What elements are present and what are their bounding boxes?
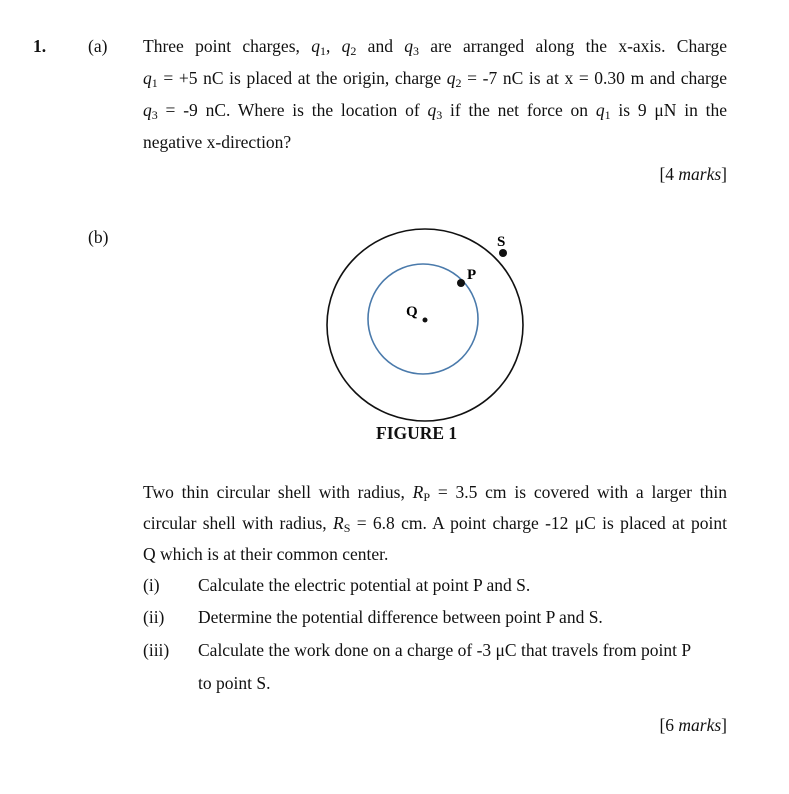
- part-b-line: [143, 513, 727, 534]
- text-segment: = 6.8 cm. A point charge -12 μC is placed at point: [350, 513, 727, 533]
- text-segment: negative x-direction?: [143, 132, 292, 152]
- variable: q: [427, 100, 437, 120]
- subpart-iii-text: Calculate the work done on a charge of -3 μC that travels from point P: [198, 640, 692, 660]
- question-number: 1.: [33, 36, 47, 56]
- subscript: 1: [604, 108, 611, 122]
- part-b-label: (b): [88, 227, 109, 247]
- subscript: 1: [151, 76, 158, 90]
- variable: q: [404, 36, 413, 56]
- text-segment: and: [356, 36, 405, 56]
- variable: R: [412, 482, 424, 502]
- variable: q: [311, 36, 320, 56]
- subscript: P: [423, 490, 431, 504]
- outer-shell-circle: [327, 229, 523, 421]
- subpart-iii-text-cont: to point S.: [198, 673, 271, 693]
- label-p: P: [467, 267, 477, 283]
- text-segment: ,: [325, 36, 342, 56]
- part-b-line: [143, 482, 727, 503]
- subscript: 3: [413, 44, 419, 58]
- subscript: 3: [151, 108, 158, 122]
- variable: q: [341, 36, 351, 56]
- subpart-i-text: Calculate the electric potential at point P and S.: [198, 575, 531, 595]
- part-a-line: [143, 132, 727, 153]
- point-p-dot: [457, 279, 465, 287]
- part-b-marks: [659, 715, 727, 736]
- part-a-marks: [659, 164, 727, 185]
- subpart-i-label: (i): [143, 575, 160, 595]
- text-segment: Two thin circular shell with radius,: [143, 482, 413, 502]
- point-s-dot: [499, 249, 507, 257]
- text-segment: circular shell with radius,: [143, 513, 333, 533]
- subscript: S: [343, 521, 351, 535]
- text-segment: = 3.5 cm is covered with a larger thin: [430, 482, 727, 502]
- variable: q: [595, 100, 605, 120]
- marks-close: ]: [721, 715, 727, 735]
- text-segment: are arranged along the x-axis. Charge: [419, 36, 727, 56]
- text-segment: if the net force on: [442, 100, 596, 120]
- marks-word: marks: [678, 715, 722, 735]
- subpart-ii-text: Determine the potential difference between point P and S.: [198, 607, 603, 627]
- variable: R: [333, 513, 344, 533]
- variable: q: [446, 68, 456, 88]
- subscript: 2: [455, 76, 462, 90]
- part-a-line: [143, 100, 727, 121]
- text-segment: Three point charges,: [143, 36, 312, 56]
- subpart-iii-label: (iii): [143, 640, 170, 660]
- point-q-dot: [423, 318, 428, 323]
- part-a-line: [143, 68, 727, 89]
- part-b-line: [143, 544, 727, 565]
- subpart-ii-label: (ii): [143, 607, 165, 627]
- marks-word: marks: [678, 164, 722, 184]
- subscript: 1: [319, 44, 326, 58]
- text-segment: is 9 μN in the: [610, 100, 728, 120]
- marks-open: [4: [659, 164, 679, 184]
- marks-close: ]: [721, 164, 727, 184]
- text-segment: = -7 nC is at x = 0.30 m and charge: [461, 68, 728, 88]
- text-segment: = -9 nC. Where is the location of: [157, 100, 428, 120]
- label-s: S: [497, 234, 506, 250]
- subscript: 2: [350, 44, 357, 58]
- figure-caption: FIGURE 1: [376, 423, 458, 443]
- part-a-line: [143, 36, 727, 57]
- variable: q: [143, 68, 152, 88]
- part-a-label: (a): [88, 36, 108, 56]
- figure-1-diagram: [300, 220, 540, 450]
- text-segment: Q which is at their common center.: [143, 544, 389, 564]
- variable: q: [143, 100, 152, 120]
- text-segment: = +5 nC is placed at the origin, charge: [157, 68, 447, 88]
- marks-open: [6: [659, 715, 679, 735]
- subscript: 3: [436, 108, 443, 122]
- label-q: Q: [406, 304, 418, 320]
